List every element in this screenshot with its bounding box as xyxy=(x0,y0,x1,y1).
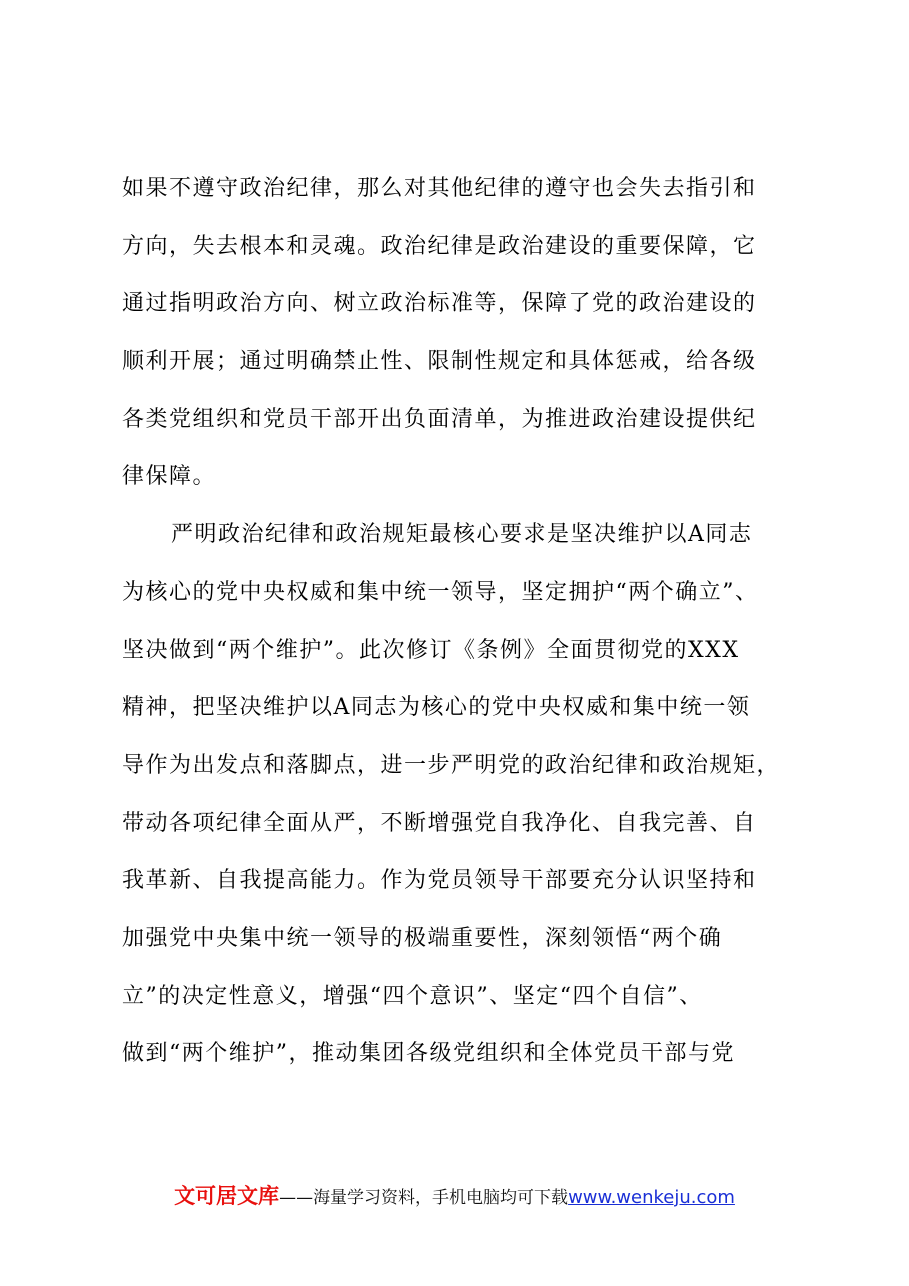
text-line: 精神，把坚决维护以A同志为核心的党中央权威和集中统一领 xyxy=(122,695,751,721)
text-line: 做到“两个维护”，推动集团各级党组织和全体党员干部与党 xyxy=(122,1041,735,1067)
text-line: 方向，失去根本和灵魂。政治纪律是政治建设的重要保障，它 xyxy=(122,233,757,259)
paragraph-start-line: 严明政治纪律和政治规矩最核心要求是坚决维护以A同志 xyxy=(171,522,753,548)
text-line: 为核心的党中央权威和集中统一领导，坚定拥护“两个确立”、 xyxy=(122,579,759,605)
text-line: 如果不遵守政治纪律，那么对其他纪律的遵守也会失去指引和 xyxy=(122,176,757,201)
text-line: 立”的决定性意义，增强“四个意识”、坚定“四个自信”、 xyxy=(122,983,703,1009)
text-line: 加强党中央集中统一领导的极端重要性，深刻领悟“两个确 xyxy=(122,925,723,951)
text-line: 导作为出发点和落脚点，进一步严明党的政治纪律和政治规矩， xyxy=(122,752,781,778)
footer-brand: 文可居文库 xyxy=(174,1184,280,1208)
text-line: 通过指明政治方向、树立政治标准等，保障了党的政治建设的 xyxy=(122,291,757,317)
text-line: 坚决做到“两个维护”。此次修订《条例》全面贯彻党的XXX xyxy=(122,637,740,663)
footer-banner xyxy=(0,1180,909,1210)
footer-slogan: ——海量学习资料，手机电脑均可下载 xyxy=(279,1188,569,1208)
footer-url-link[interactable]: www.wenkeju.com xyxy=(568,1187,735,1208)
text-line: 带动各项纪律全面从严，不断增强党自我净化、自我完善、自 xyxy=(122,810,757,836)
text-line: 各类党组织和党员干部开出负面清单，为推进政治建设提供纪 xyxy=(122,406,757,432)
text-line: 律保障。 xyxy=(122,464,217,490)
text-line: 我革新、自我提高能力。作为党员领导干部要充分认识坚持和 xyxy=(122,868,757,894)
document-body xyxy=(122,160,794,1083)
text-line: 顺利开展；通过明确禁止性、限制性规定和具体惩戒，给各级 xyxy=(122,349,757,375)
